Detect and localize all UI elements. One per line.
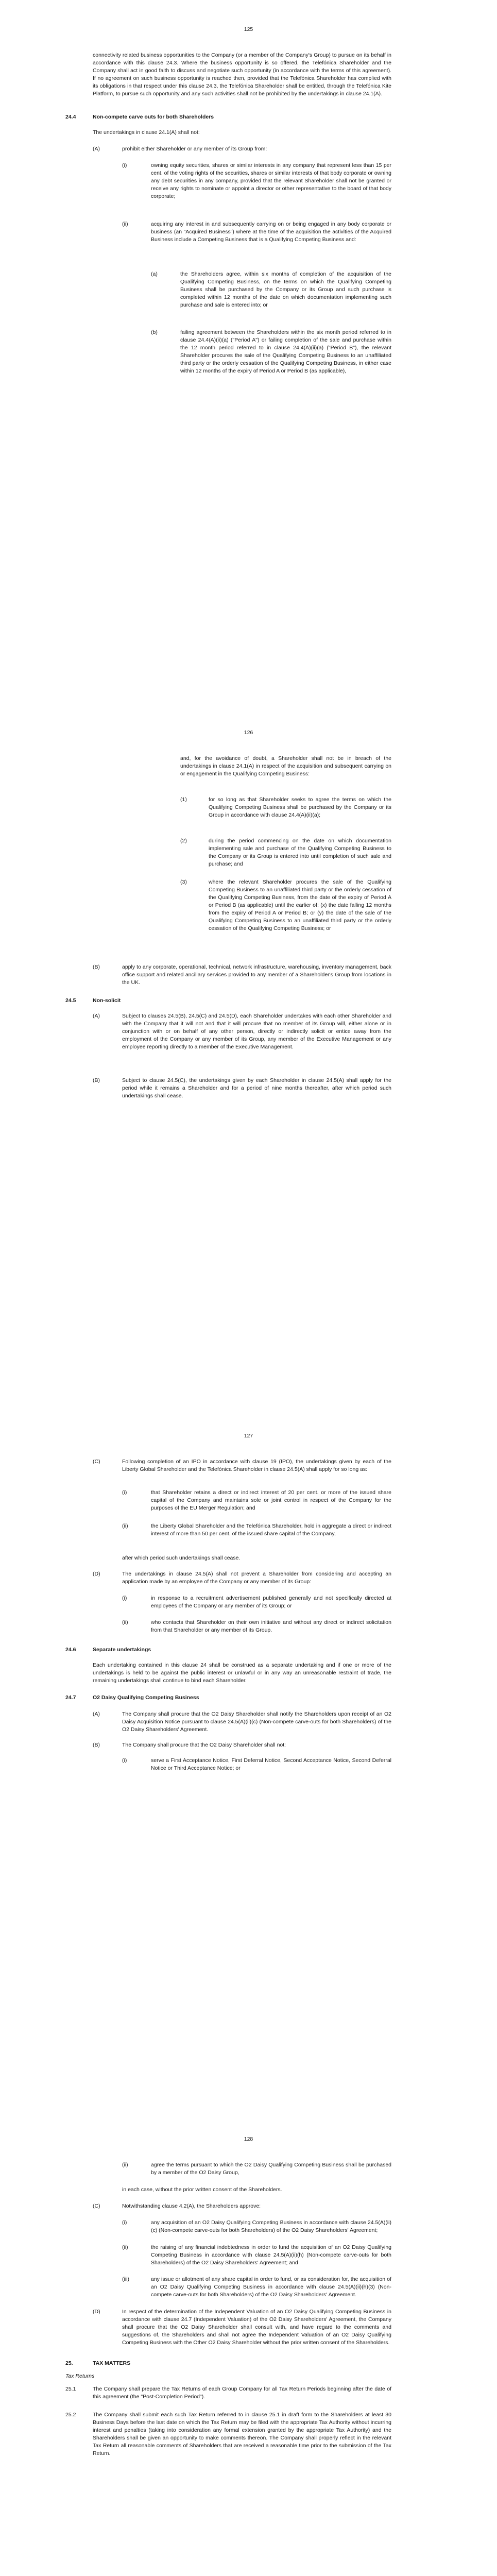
list-number: (3)	[180, 879, 187, 885]
list-item: Subject to clauses 24.5(B), 24.5(C) and 24.5(D), each Shareholder undertakes with each other Shareholder and with the Company that it will not and that it will procure that no member of its Group will, either alone or in conjunction with or on behalf of any other person, directly or indirectly solicit or entice away from the employment of the Company or any member of its Group, any member of the Executive Management or any employee reporting directly to a member of the Executive Management.	[122, 1013, 391, 1050]
list-number: (ii)	[122, 221, 128, 227]
list-number: (C)	[93, 1459, 100, 1465]
list-item: acquiring any interest in and subsequently carrying on or being engaged in any body corporate or business (an "Acquired Business") where at the time of the acquisition the activities of the Acquired Business include a Competing Business that is a Qualifying Competing Business and:	[151, 221, 391, 243]
list-item: the Shareholders agree, within six months of completion of the acquisition of the Qualifying Competing Business, on the terms on which the Qualifying Competing Business shall be purchased by the Company or its Group and such purchase is completed within 12 months of the date on which documentation implementing such purchase and sale is entered into; or	[180, 271, 391, 308]
list-number: (B)	[93, 1077, 100, 1083]
clause-heading: Non-solicit	[93, 997, 121, 1004]
clause-number: 25.1	[65, 2386, 76, 2392]
page-number: 127	[244, 1433, 253, 1439]
list-number: (a)	[151, 271, 158, 277]
list-item: owning equity securities, shares or similar interests in any company that represent less than 15 per cent. of the voting rights of the securities, shares or similar interests of that body corporate or owning any debt securities in any company, provided that the relevant Shareholder shall not be granted or receive any rights to nominate or appoint a director or other representative to the board of that body corporate;	[151, 162, 391, 199]
page-number: 126	[244, 730, 253, 736]
list-number: (C)	[93, 2203, 100, 2209]
list-item: during the period commencing on the date on which documentation implementing sale and purchase of the Qualifying Competing Business to the Company or its Group is entered into until completion of such sale and purchase; and	[209, 838, 391, 867]
list-number: (2)	[180, 838, 187, 844]
list-number: (i)	[122, 1489, 127, 1496]
list-number: (ii)	[122, 2162, 128, 2168]
clause-heading: Separate undertakings	[93, 1647, 151, 1653]
list-item: in response to a recruitment advertisement published generally and not specifically directed at employees of the Company or any member of its Group; or	[151, 1595, 391, 1609]
paragraph: in each case, without the prior written consent of the Shareholders.	[122, 2187, 282, 2193]
list-number: (ii)	[122, 2244, 128, 2250]
clause-heading: O2 Daisy Qualifying Competing Business	[93, 1694, 199, 1701]
list-number: (i)	[122, 1595, 127, 1601]
clause-number: 24.5	[65, 997, 76, 1004]
list-item: Notwithstanding clause 4.2(A), the Shareholders approve:	[122, 2203, 261, 2209]
list-number: (B)	[93, 964, 100, 970]
paragraph: The undertakings in clause 24.1(A) shall not:	[93, 129, 200, 135]
paragraph: Each undertaking contained in this clause 24 shall be construed as a separate undertaking and if one or more of the undertakings is held to be against the public interest or unlawful or in any way an unreasonable restraint of trade, the remaining undertakings shall continue to bind each Shareholder.	[93, 1662, 391, 1684]
list-item: the raising of any financial indebtedness in order to fund the acquisition of an O2 Daisy Qualifying Competing Business in accordance with clause 24.5(A)(ii)(h) (Non-compete carve-outs for both Shareholders) of the O2 Daisy Shareholders' Agreement; and	[151, 2244, 391, 2266]
list-number: (A)	[93, 1711, 100, 1717]
paragraph: and, for the avoidance of doubt, a Shareholder shall not be in breach of the undertakings in clause 24.1(A) in respect of the acquisition and subsequent carrying on or engagement in the Qualifying Competing Business:	[180, 755, 391, 777]
list-number: (b)	[151, 329, 158, 335]
list-item: the Liberty Global Shareholder and the Telefónica Shareholder, hold in aggregate a direct or indirect interest of more than 50 per cent. of the issued share capital of the Company,	[151, 1523, 391, 1537]
list-item: failing agreement between the Shareholders within the six month period referred to in clause 24.4(A)(ii)(a) ("Period A") or failing completion of the sale and purchase within the 12 month period referred to in clause 24.4(A)(ii)(a) ("Period B"), the relevant Shareholder procures the sale of the Qualifying Competing Business to an unaffiliated third party or the orderly cessation of the Qualifying Competing Business, in either case within 12 months of the expiry of Period A or Period B (as applicable),	[180, 329, 391, 374]
paragraph: after which period such undertakings shall cease.	[122, 1555, 241, 1561]
list-number: (A)	[93, 146, 100, 152]
list-item: any acquisition of an O2 Daisy Qualifying Competing Business in accordance with clause 24.5(A)(ii)(c) (Non-compete carve-outs for both Shareholders) of the O2 Daisy Shareholders' Agreement;	[151, 2219, 391, 2233]
clause-number: 24.7	[65, 1694, 76, 1701]
page-127	[0, 1406, 497, 2110]
subsection-title: Tax Returns	[65, 2373, 95, 2379]
list-item: Following completion of an IPO in accordance with clause 19 (IPO), the undertakings given by each of the Liberty Global Shareholder and the Telefónica Shareholder in clause 24.5(A) shall apply for so long as:	[122, 1459, 391, 1472]
list-number: (i)	[122, 1757, 127, 1764]
list-item: The Company shall procure that the O2 Daisy Shareholder shall not:	[122, 1742, 286, 1748]
list-number: (1)	[180, 796, 187, 803]
list-number: (B)	[93, 1742, 100, 1748]
list-item: for so long as that Shareholder seeks to agree the terms on which the Qualifying Competing Business shall be purchased by the Company or its Group in accordance with clause 24.4(A)(ii)(a);	[209, 796, 391, 818]
section-number: 25.	[65, 2360, 73, 2366]
list-item: that Shareholder retains a direct or indirect interest of 20 per cent. or more of the issued share capital of the Company and maintains sole or joint control in respect of the Company for the purposes of the EU Merger Regulation; and	[151, 1489, 391, 1511]
list-number: (D)	[93, 2309, 100, 2315]
list-number: (iii)	[122, 2276, 129, 2282]
clause-number: 24.4	[65, 114, 76, 120]
clause-number: 25.2	[65, 2412, 76, 2418]
list-number: (i)	[122, 162, 127, 168]
paragraph: connectivity related business opportunities to the Company (or a member of the Company's Group) to pursue on its behalf in accordance with this clause 24.3. Where the business opportunity is so offered, the Telefónica Shareholder and the Company shall act in good faith to discuss and negotiate such opportunity (in accordance with the terms of this agreement). If no agreement on such business opportunity is reached then, provided that the Telefónica Shareholder has complied with its obligations in that respect under this clause 24.3, the Telefónica Shareholder shall be entitled, through the Telefónica Kite Platform, to pursue such opportunity and any such activities shall not be prohibited by the undertakings in clause 24.1(A).	[93, 52, 391, 97]
list-item: prohibit either Shareholder or any member of its Group from:	[122, 146, 267, 152]
list-number: (D)	[93, 1571, 100, 1577]
paragraph: The Company shall submit each such Tax Return referred to in clause 25.1 in draft form to the Shareholders at least 30 Business Days before the last date on which the Tax Return may be filed with the appropriate Tax Authority without incurring interest and penalties (taking into consideration any formal extension granted by the appropriate Tax Authority) and the Shareholders shall be given an opportunity to make comments thereon. The Company shall properly reflect in the relevant Tax Return all reasonable comments of Shareholders that are received a reasonable time prior to the submission of the Tax Return.	[93, 2412, 391, 2456]
page-number: 125	[244, 26, 253, 32]
page-number: 128	[244, 2136, 253, 2142]
list-item: where the relevant Shareholder procures the sale of the Qualifying Competing Business to an unaffiliated third party or the orderly cessation of the Qualifying Competing Business, from the date of the expiry of Period A or Period B (as applicable) until the earlier of: (x) the date falling 12 months from the expiry of Period A or Period B; or (y) the date of the sale of the Qualifying Competing Business to an unaffiliated third party or the orderly cessation of the Qualifying Competing Business; or	[209, 879, 391, 931]
section-heading: TAX MATTERS	[93, 2360, 131, 2366]
clause-heading: Non-compete carve outs for both Shareholders	[93, 114, 214, 120]
list-item: The Company shall procure that the O2 Daisy Shareholder shall notify the Shareholders upon receipt of an O2 Daisy Acquisition Notice pursuant to clause 24.5(A)(ii)(c) (Non-compete carve-outs for both Shareholders) of the O2 Daisy Shareholders' Agreement.	[122, 1711, 391, 1733]
list-item: The undertakings in clause 24.5(A) shall not prevent a Shareholder from considering and accepting an application made by an employee of the Company or any member of its Group:	[122, 1571, 391, 1585]
list-item: In respect of the determination of the Independent Valuation of an O2 Daisy Qualifying Competing Business in accordance with clause 24.7 (Independent Valuation) of the O2 Daisy Shareholders' Agreement, the Company shall procure that the O2 Daisy Shareholder shall consult with, and have regard to the comments and suggestions of, the Shareholders and shall not agree the Independent Valuation of an O2 Daisy Qualifying Competing Business with the Other O2 Daisy Shareholder without the prior written consent of the Shareholders.	[122, 2309, 391, 2346]
list-item: Subject to clause 24.5(C), the undertakings given by each Shareholder in clause 24.5(A) shall apply for the period while it remains a Shareholder and for a period of nine months thereafter, after which period such undertakings shall cease.	[122, 1077, 391, 1099]
list-number: (i)	[122, 2219, 127, 2226]
list-item: who contacts that Shareholder on their own initiative and without any direct or indirect solicitation from that Shareholder or any member of its Group.	[151, 1619, 391, 1633]
list-number: (A)	[93, 1013, 100, 1019]
clause-number: 24.6	[65, 1647, 76, 1653]
page-125	[0, 0, 497, 703]
list-item: serve a First Acceptance Notice, First Deferral Notice, Second Acceptance Notice, Second Deferral Notice or Third Acceptance Notice; or	[151, 1757, 391, 1771]
list-item: apply to any corporate, operational, technical, network infrastructure, warehousing, inventory management, back office support and related ancillary services provided to any member of a Shareholder's Group from locations in the UK.	[122, 964, 391, 986]
list-item: agree the terms pursuant to which the O2 Daisy Qualifying Competing Business shall be purchased by a member of the O2 Daisy Group,	[151, 2162, 391, 2176]
page-128	[0, 2110, 497, 2576]
list-number: (ii)	[122, 1619, 128, 1625]
list-number: (ii)	[122, 1523, 128, 1529]
paragraph: The Company shall prepare the Tax Returns of each Group Company for all Tax Return Periods beginning after the date of this agreement (the "Post-Completion Period").	[93, 2386, 391, 2400]
list-item: any issue or allotment of any share capital in order to fund, or as consideration for, the acquisition of an O2 Daisy Qualifying Competing Business in accordance with clause 24.5(A)(ii)(h)(3) (Non-compete carve-outs for both Shareholders) of the O2 Daisy Shareholders' Agreement.	[151, 2276, 391, 2298]
page-126	[0, 703, 497, 1406]
